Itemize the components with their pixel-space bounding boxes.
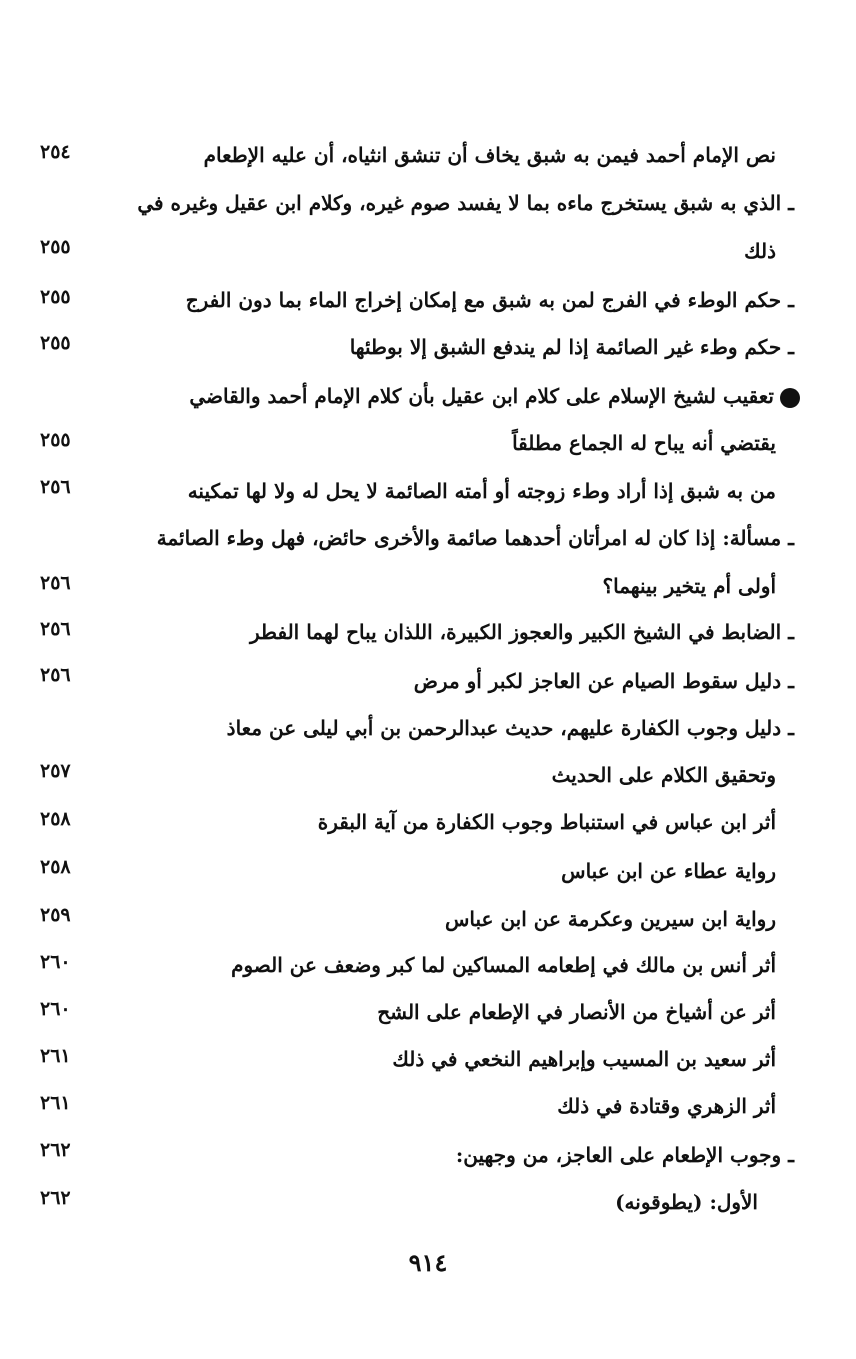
index-entry-page: ٢٦٠ [40, 951, 71, 973]
index-entry-text: ـ مسألة: إذا كان له امرأتان أحدهما صائمة والأخرى حائض، فهل وطء الصائمة [156, 526, 794, 550]
index-entry-text: أثر سعيد بن المسيب وإبراهيم النخعي في ذلك [392, 1047, 776, 1071]
index-entry-text: من به شبق إذا أراد وطء زوجته أو أمته الصائمة لا يحل له ولا لها تمكينه [187, 479, 776, 503]
index-entry-page: ٢٥٨ [40, 808, 71, 830]
index-entry-text: تعقيب لشيخ الإسلام على كلام ابن عقيل بأن كلام الإمام أحمد والقاضي [189, 384, 774, 408]
index-entry-page: ٢٥٥ [40, 286, 71, 308]
page-number: ٩١٤ [408, 1248, 448, 1277]
index-entry-page: ٢٥٥ [40, 236, 71, 258]
index-entry-page: ٢٥٩ [40, 904, 71, 926]
index-entry-text: الأول: (يطوقونه) [615, 1190, 758, 1214]
index-entry-text: ـ دليل وجوب الكفارة عليهم، حديث عبدالرحمن بن أبي ليلى عن معاذ [226, 716, 794, 740]
index-entry-page: ٢٥٦ [40, 664, 71, 686]
index-entry-page: ٢٦٢ [40, 1187, 71, 1209]
index-entry-page: ٢٥٤ [40, 141, 71, 163]
index-entry-text: ذلك [744, 239, 776, 263]
index-entry-page: ٢٥٦ [40, 618, 71, 640]
index-entry-text: ـ حكم الوطء في الفرج لمن به شبق مع إمكان إخراج الماء بما دون الفرج [185, 288, 794, 312]
index-entry-text: ـ حكم وطء غير الصائمة إذا لم يندفع الشبق إلا بوطئها [349, 335, 794, 359]
index-entry-text: يقتضي أنه يباح له الجماع مطلقاً [512, 431, 776, 455]
index-entry-page: ٢٦١ [40, 1092, 71, 1114]
index-entry-page: ٢٥٥ [40, 332, 71, 354]
index-entry-text: رواية عطاء عن ابن عباس [561, 859, 776, 883]
index-entry-page: ٢٦١ [40, 1045, 71, 1067]
index-entry-page: ٢٦٢ [40, 1139, 71, 1161]
index-entry-page: ٢٥٨ [40, 856, 71, 878]
index-entry-text: نص الإمام أحمد فيمن به شبق يخاف أن تنشق انثياه، أن عليه الإطعام [203, 143, 776, 167]
index-entry-text: أولى أم يتخير بينهما؟ [602, 574, 776, 598]
index-entry-page: ٢٦٠ [40, 998, 71, 1020]
index-entry-page: ٢٥٧ [40, 760, 71, 782]
index-entry-page: ٢٥٦ [40, 572, 71, 594]
index-entry-page: ٢٥٥ [40, 429, 71, 451]
index-entry-row [189, 381, 800, 411]
index-entry-text: ـ الذي به شبق يستخرج ماءه بما لا يفسد صوم غيره، وكلام ابن عقيل وغيره في [137, 191, 794, 215]
index-entry-text: أثر عن أشياخ من الأنصار في الإطعام على الشح [377, 1000, 776, 1024]
index-entry-text: أثر أنس بن مالك في إطعامه المساكين لما كبر وضعف عن الصوم [231, 953, 776, 977]
bullet-dot-icon [780, 388, 800, 408]
index-entry-page: ٢٥٦ [40, 476, 71, 498]
index-entry-text: ـ وجوب الإطعام على العاجز، من وجهين: [455, 1143, 794, 1167]
index-entry-text: ـ دليل سقوط الصيام عن العاجز لكبر أو مرض [413, 669, 794, 693]
index-entry-text: أثر الزهري وقتادة في ذلك [557, 1094, 776, 1118]
index-entry-text: وتحقيق الكلام على الحديث [551, 763, 776, 787]
index-entry-text: ـ الضابط في الشيخ الكبير والعجوز الكبيرة، اللذان يباح لهما الفطر [250, 620, 794, 644]
index-entry-text: رواية ابن سيرين وعكرمة عن ابن عباس [445, 907, 776, 931]
index-entry-text: أثر ابن عباس في استنباط وجوب الكفارة من آية البقرة [317, 810, 776, 834]
